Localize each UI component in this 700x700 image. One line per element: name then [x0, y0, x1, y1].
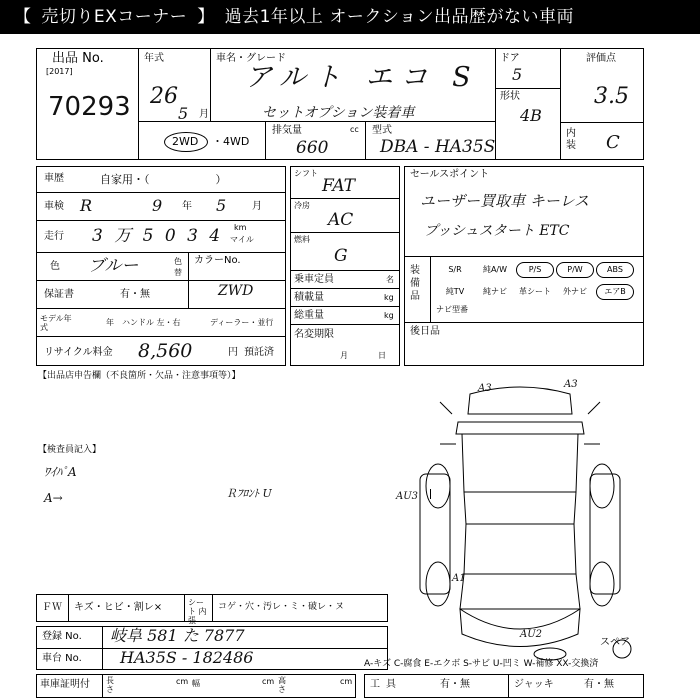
header-bracket-open: 【: [14, 7, 32, 27]
model-type-year-unit: 年: [106, 318, 114, 327]
equipment-item: P/W: [556, 262, 594, 278]
history-value: 自家用・（ ）: [100, 173, 227, 186]
license-height-unit: cm: [340, 677, 353, 686]
page-header: [0, 0, 700, 34]
color-no-label: カラーNo.: [194, 255, 241, 266]
license-length: 長さ: [106, 676, 114, 694]
navi-label: ナビ型番: [436, 305, 468, 314]
registration-value: 岐阜 581 た 7877: [110, 626, 245, 645]
mileage-value: 3 万 5 0 3 4: [92, 226, 224, 246]
car-diagram: [400, 374, 640, 664]
sales-point-label: セールスポイント: [410, 169, 490, 180]
equipment-item: S/R: [448, 265, 462, 274]
chassis-value: HA35S - 182486: [120, 648, 254, 667]
model-code-label: 型式: [372, 125, 392, 136]
jack-value: 有・無: [584, 679, 614, 690]
displacement-unit: cc: [350, 125, 359, 134]
notes-line3: Ｒﾌﾛﾝﾄ U: [226, 487, 272, 500]
color-label: 色: [50, 261, 60, 272]
header-subtitle: 過去1年以上 オークション出品歴がない車両: [224, 7, 574, 27]
model-year-label: 年式: [144, 53, 164, 64]
model-month-value: 5: [178, 104, 189, 123]
legend-text: A-キズ C-腐食 E-エクボ S-サビ U-凹ミ W-補修 XX-交換済: [364, 659, 599, 669]
equipment-item: P/S: [516, 262, 554, 278]
damage-mark-front-right: A3: [564, 379, 578, 390]
chassis-label: 車台 No.: [42, 653, 82, 664]
model-type-label: モデル年式: [40, 314, 72, 332]
shift-value: FAT: [322, 176, 356, 196]
interior-value: C: [606, 132, 620, 153]
equipment-label: 装備品: [410, 265, 420, 302]
model-month-unit: 月: [199, 109, 209, 120]
fuel-label: 燃料: [294, 235, 310, 244]
score-value: 3.5: [594, 84, 629, 109]
equipment-item: 純A/W: [482, 265, 508, 274]
license-height: 高さ: [278, 676, 286, 694]
doors-label: ドア: [500, 53, 520, 64]
change-date-unit: 月日: [340, 351, 416, 360]
load-label: 積載量: [294, 292, 324, 303]
fw-label: ＦＷ: [42, 602, 62, 613]
car-name-label: 車名・グレード: [216, 53, 286, 64]
mileage-km-unit: km: [234, 223, 247, 232]
lot-number: 70293: [48, 92, 131, 122]
after-install-label: 後日品: [410, 326, 440, 337]
tools-value: 有・無: [440, 679, 470, 690]
drive-option-2wd: 2WD: [172, 135, 199, 148]
model-code-value: DBA - HA35S: [380, 137, 496, 157]
car-name-value: アルト エコ S: [245, 62, 479, 93]
weight-unit: kg: [384, 311, 394, 320]
license-width-unit: cm: [262, 677, 275, 686]
car-name-note: セットオプション装着車: [262, 105, 415, 121]
interior-label: 内装: [566, 128, 576, 151]
equipment-item: 革シート: [519, 287, 551, 296]
damage-mark-side: AU3: [396, 491, 419, 502]
recycle-unit: 円: [228, 347, 238, 358]
doors-value: 5: [512, 65, 523, 84]
registration-label: 登録 No.: [42, 631, 82, 642]
change-date-label: 名変期限: [294, 329, 334, 340]
license-label: 車庫証明付: [40, 679, 90, 690]
lot-year-tag: [2017]: [46, 67, 73, 76]
sales-point-line2: プッシュスタート ETC: [424, 223, 570, 239]
equipment-item: ABS: [596, 262, 634, 278]
score-label: 評価点: [586, 53, 616, 64]
inspection-month-unit: 月: [252, 201, 262, 212]
model-type-handle: ハンドル 左・右: [122, 318, 181, 327]
history-label: 車歴: [44, 173, 64, 184]
model-year-value: 26: [150, 84, 178, 109]
inspection-year-value: 9: [152, 196, 163, 215]
notes-line1: ﾜｲﾊﾟA: [44, 465, 77, 479]
equipment-item: 純ナビ: [483, 287, 507, 296]
aircon-label: 冷房: [294, 201, 310, 210]
color-value: ブルー: [88, 256, 139, 276]
spare-label: スペア: [600, 637, 630, 648]
header-title: 売切りEXコーナー: [41, 7, 188, 27]
fuel-value: G: [334, 246, 348, 266]
warranty-label: 保証書: [44, 289, 74, 300]
notes-label: 【出品店申告欄（不良箇所・欠品・注意事項等）】: [38, 371, 241, 381]
aircon-value: AC: [328, 210, 354, 230]
tools-label: 工具: [370, 679, 402, 690]
capacity-unit: 名: [386, 275, 394, 284]
damage-mark-front-left: A3: [478, 383, 492, 394]
capacity-label: 乗車定員: [294, 274, 334, 285]
header-bracket-close: 】: [197, 7, 215, 27]
recycle-label: リサイクル料金: [44, 347, 113, 358]
shift-label: シフト: [294, 169, 318, 178]
recycle-deposit: 預託済: [244, 347, 274, 358]
color-swap-label: 色替: [174, 257, 182, 277]
load-unit: kg: [384, 293, 394, 302]
mileage-mile-unit: マイル: [230, 235, 254, 244]
mileage-label: 走行: [44, 231, 64, 242]
shape-value: 4B: [520, 106, 542, 125]
equipment-item: 外ナビ: [563, 287, 587, 296]
sales-point-line1: ユーザー買取車 キーレス: [420, 192, 590, 210]
auction-sheet: [0, 34, 700, 700]
recycle-value: 8,560: [138, 340, 193, 362]
inspection-value: R: [80, 196, 93, 215]
inspector-label: 【検査員記入】: [38, 445, 102, 455]
weight-label: 総重量: [294, 310, 324, 321]
seat-label: シート 内張: [188, 598, 207, 625]
lot-label: 出品 No.: [52, 51, 104, 66]
displacement-label: 排気量: [272, 125, 302, 136]
model-type-dealer: ディーラー・並行: [210, 318, 274, 327]
inspection-month-value: 5: [216, 196, 227, 215]
drive-option-4wd: ・4WD: [212, 135, 250, 148]
jack-label: ジャッキ: [514, 679, 554, 690]
shape-label: 形状: [500, 91, 520, 102]
damage-mark-rear: AU2: [520, 629, 543, 640]
color-no-value: ZWD: [218, 283, 254, 299]
notes-line2: A→: [44, 491, 63, 505]
fw-text: キズ・ヒビ・割レ×: [74, 602, 163, 613]
warranty-value: 有・無: [120, 289, 150, 300]
seat-text: コゲ・穴・汚レ・ミ・破レ・ヌ: [218, 602, 345, 612]
displacement-value: 660: [296, 138, 329, 158]
damage-mark-rear-left: A1: [452, 573, 466, 584]
equipment-item: 純TV: [445, 287, 465, 296]
inspection-year-unit: 年: [182, 201, 192, 212]
equipment-item: エアB: [596, 284, 634, 300]
license-width: 幅: [192, 679, 200, 688]
license-length-unit: cm: [176, 677, 189, 686]
inspection-label: 車検: [44, 201, 64, 212]
